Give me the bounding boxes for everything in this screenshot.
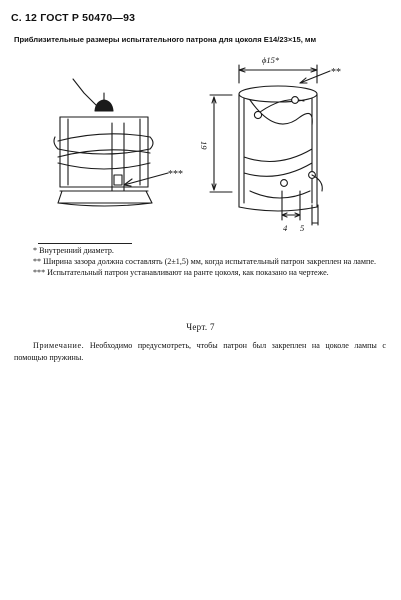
label-height: 19 — [199, 141, 209, 150]
footnote-2: ** Ширина зазора должна составлять (2±1,5) мм, когда испытательный патрон закреплен на лампе. — [33, 256, 376, 266]
technical-drawing — [0, 45, 401, 235]
footnote-1: * Внутренний диаметр. — [33, 246, 114, 255]
note-paragraph — [14, 340, 386, 364]
footnote-divider — [38, 243, 132, 244]
label-diameter: ϕ15* — [262, 55, 280, 65]
note-body: Необходимо предусмотреть, чтобы патрон был закреплен на цоколе лампы с помощью пружины. — [14, 341, 386, 362]
figure-caption: Приблизительные размеры испытательного патрона для цоколя Е14/23×15, мм — [14, 35, 317, 44]
footnote-3: *** Испытательный патрон устанавливают на ранте цоколя, как показано на чертеже. — [33, 267, 329, 277]
label-gap-five: 5 — [300, 223, 305, 233]
right-holder-drawing — [210, 65, 330, 225]
page-header: С. 12 ГОСТ Р 50470—93 — [11, 12, 136, 24]
left-lamp-drawing — [54, 79, 168, 206]
label-gap-four: 4 — [283, 223, 288, 233]
label-double-asterisk: ** — [331, 67, 341, 78]
figure-label: Черт. 7 — [186, 322, 215, 332]
label-triple-asterisk: *** — [168, 169, 183, 180]
note-lead: Примечание. — [33, 341, 85, 350]
footnotes — [14, 246, 386, 279]
